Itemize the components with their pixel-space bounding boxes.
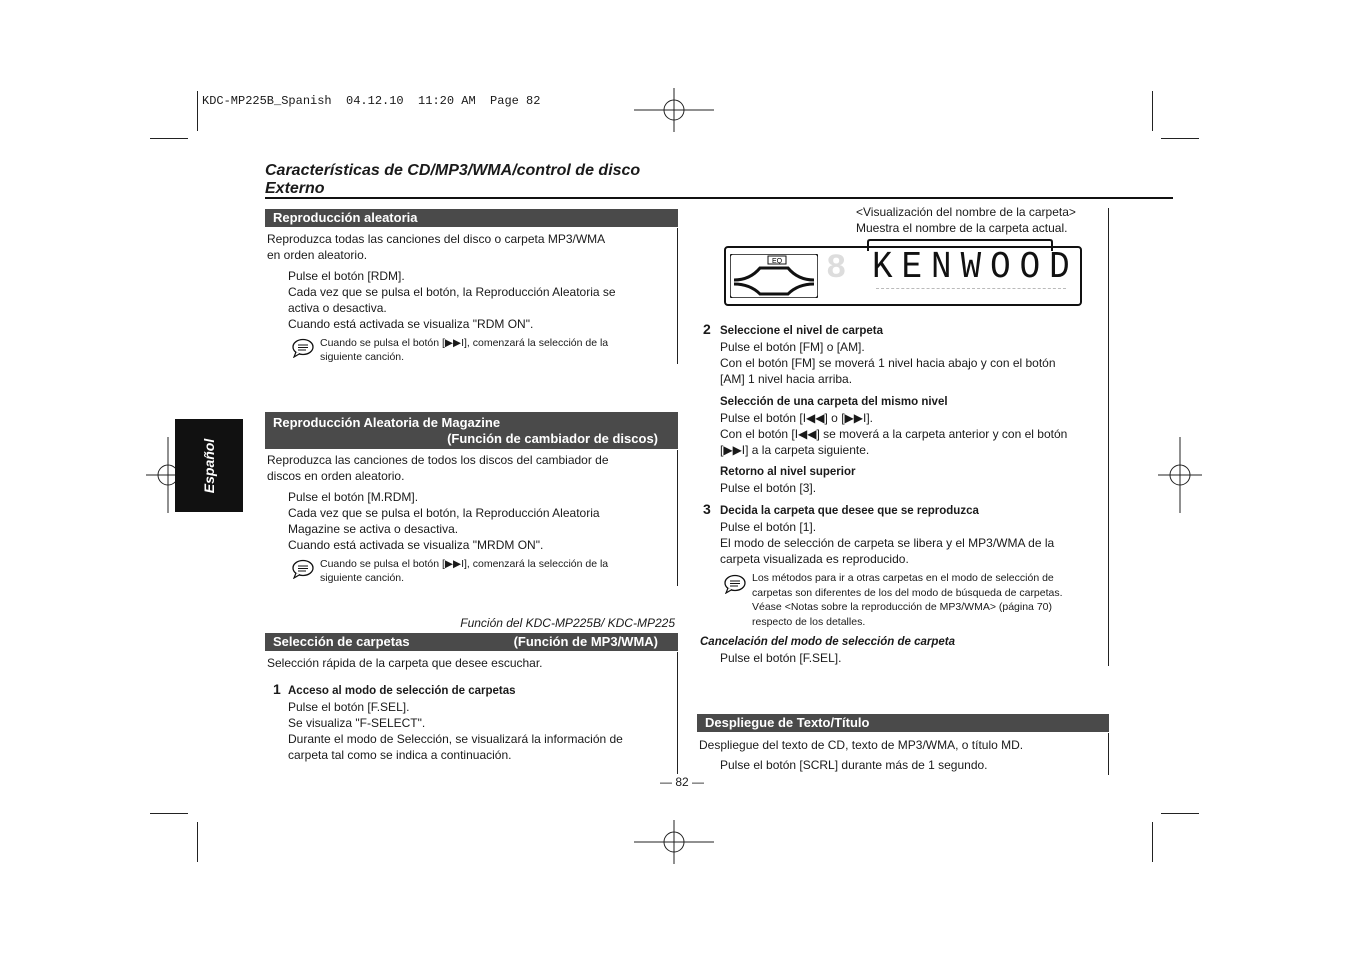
- body-text: activa o desactiva.: [288, 301, 387, 315]
- note-text: carpetas son diferentes de los del modo de búsqueda de carpetas.: [752, 587, 1063, 599]
- note-text: siguiente canción.: [320, 572, 405, 584]
- note-text: Cuando se pulsa el botón [▶▶I], comenzará la selección de la: [320, 558, 609, 570]
- language-tab: Español: [175, 419, 243, 512]
- registration-mark-top: [634, 88, 714, 132]
- note-text: Véase <Notas sobre la reproducción de MP3/WMA> (página 70): [752, 601, 1052, 613]
- display-caption: Muestra el nombre de la carpeta actual.: [856, 221, 1068, 235]
- crop-mark: [150, 813, 188, 814]
- print-header: KDC-MP225B_Spanish 04.12.10 11:20 AM Page 82: [202, 94, 541, 108]
- column-rule: [677, 450, 678, 586]
- lcd-display-illustration: [724, 246, 1082, 306]
- subheading: Retorno al nivel superior: [720, 466, 856, 478]
- column-rule: [677, 652, 678, 774]
- eq-panel: [730, 254, 818, 298]
- body-text: Durante el modo de Selección, se visualizará la información de: [288, 732, 623, 746]
- registration-mark-right: [1158, 437, 1202, 513]
- step-title: Acceso al modo de selección de carpetas: [288, 685, 516, 697]
- page-title: Características de CD/MP3/WMA/control de disco Externo: [265, 162, 641, 197]
- column-rule: [1108, 733, 1109, 775]
- column-rule: [1108, 208, 1109, 666]
- subheading: Cancelación del modo de selección de carpeta: [700, 636, 956, 648]
- crop-mark: [1161, 813, 1199, 814]
- display-caption: <Visualización del nombre de la carpeta>: [856, 205, 1076, 219]
- body-text: Cuando está activada se visualiza "MRDM ON".: [288, 538, 544, 552]
- body-text: Se visualiza "F-SELECT".: [288, 716, 426, 730]
- svg-text:EQ: EQ: [771, 258, 783, 265]
- lcd-indicators: [876, 288, 1066, 299]
- registration-mark-bottom: [634, 820, 714, 864]
- note-icon: [291, 559, 315, 579]
- body-text: Con el botón [FM] se moverá 1 nivel hacia abajo y con el botón: [720, 356, 1056, 370]
- crop-mark: [1152, 91, 1153, 131]
- column-rule: [677, 228, 678, 364]
- section-heading-magazine: Reproducción Aleatoria de Magazine (Función de cambiador de discos): [265, 412, 678, 449]
- section-heading-text: Despliegue de Texto/Título: [697, 714, 1109, 732]
- step-text: Pulse el botón [FM] o [AM].: [720, 340, 865, 354]
- step-title: Decida la carpeta que desee que se reproduzca: [720, 505, 979, 517]
- lcd-text: KENWOOD: [872, 246, 1079, 289]
- note-text: respecto de los detalles.: [752, 616, 866, 628]
- step-text: Pulse el botón [F.SEL].: [288, 700, 410, 714]
- body-text: Reproduzca las canciones de todos los discos del cambiador de: [267, 453, 609, 467]
- body-text: Con el botón [I◀◀] se moverá a la carpeta anterior y con el botón: [720, 427, 1068, 441]
- body-text: Selección rápida de la carpeta que desee escuchar.: [267, 656, 543, 670]
- step-text: Pulse el botón [1].: [720, 520, 817, 534]
- crop-mark: [150, 138, 188, 139]
- page-number: — 82 —: [660, 775, 705, 789]
- crop-mark: [1152, 822, 1153, 862]
- body-text: en orden aleatorio.: [267, 248, 368, 262]
- step-title: Seleccione el nivel de carpeta: [720, 325, 883, 337]
- body-text: Magazine se activa o desactiva.: [288, 522, 459, 536]
- section-heading-random: Reproducción aleatoria: [265, 209, 678, 227]
- model-note: Función del KDC-MP225B/ KDC-MP225: [460, 616, 675, 630]
- body-text: [▶▶I] a la carpeta siguiente.: [720, 443, 870, 457]
- body-text: Cuando está activada se visualiza "RDM ON".: [288, 317, 534, 331]
- body-text: carpeta tal como se indica a continuación.: [288, 748, 512, 762]
- body-text: carpeta visualizada es reproducido.: [720, 552, 909, 566]
- body-text: [AM] 1 nivel hacia arriba.: [720, 372, 853, 386]
- body-text: Cada vez que se pulsa el botón, la Reproducción Aleatoria: [288, 506, 600, 520]
- note-text: Los métodos para ir a otras carpetas en el modo de selección de: [752, 572, 1054, 584]
- step-text: Pulse el botón [3].: [720, 481, 817, 495]
- note-text: Cuando se pulsa el botón [▶▶I], comenzará la selección de la: [320, 337, 609, 349]
- step-number: 1: [273, 681, 281, 697]
- title-rule: [265, 197, 1173, 199]
- step-text: Pulse el botón [M.RDM].: [288, 490, 419, 504]
- step-text: Pulse el botón [RDM].: [288, 269, 405, 283]
- crop-mark: [197, 822, 198, 862]
- step-number: 2: [703, 321, 711, 337]
- subheading: Selección de una carpeta del mismo nivel: [720, 396, 948, 408]
- step-text: Pulse el botón [F.SEL].: [720, 651, 842, 665]
- note-icon: [723, 574, 747, 594]
- step-number: 3: [703, 501, 711, 517]
- body-text: El modo de selección de carpeta se libera y el MP3/WMA de la: [720, 536, 1055, 550]
- section-heading-folder: Selección de carpetas (Función de MP3/WMA): [265, 633, 678, 651]
- body-text: discos en orden aleatorio.: [267, 469, 405, 483]
- step-text: Pulse el botón [SCRL] durante más de 1 segundo.: [720, 758, 988, 772]
- crop-mark: [1161, 138, 1199, 139]
- note-icon: [291, 338, 315, 358]
- crop-mark: [197, 91, 198, 131]
- lcd-ghost-segments: 8: [826, 250, 847, 288]
- note-text: siguiente canción.: [320, 351, 405, 363]
- body-text: Despliegue del texto de CD, texto de MP3/WMA, o título MD.: [699, 738, 1024, 752]
- body-text: Reproduzca todas las canciones del disco o carpeta MP3/WMA: [267, 232, 606, 246]
- body-text: Cada vez que se pulsa el botón, la Reproducción Aleatoria se: [288, 285, 616, 299]
- step-text: Pulse el botón [I◀◀] o [▶▶I].: [720, 411, 873, 425]
